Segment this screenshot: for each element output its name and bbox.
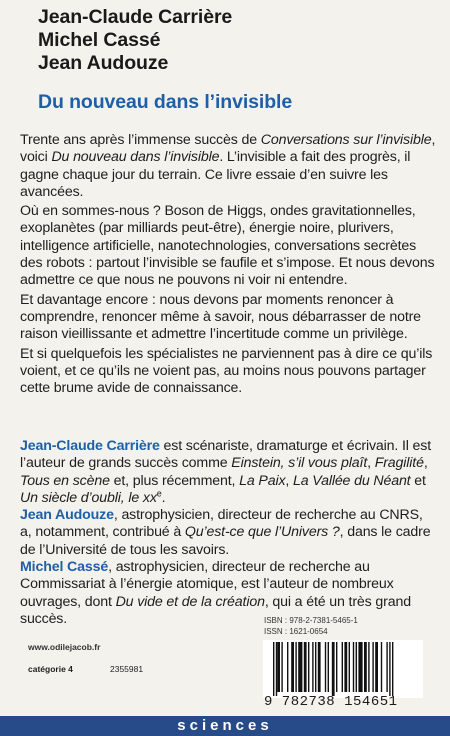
isbn-line: ISBN : 978-2-7381-5465-1: [264, 616, 358, 625]
barcode-bar: [332, 642, 335, 696]
barcode-bar: [336, 642, 337, 692]
barcode-bar: [281, 642, 282, 692]
barcode-bar: [344, 642, 347, 692]
italic-text: Einstein, s’il vous plaît: [231, 455, 368, 472]
text-run: Trente ans après l’immense succès de: [20, 132, 261, 148]
category-label: catégorie 4: [28, 664, 73, 674]
text-run: Et si quelquefois les spécialistes ne parviennent pas à dire ce qu’ils voient, et ce qu’ils ne voient pas, au moins nous pouvons partager cette brume avide de connaissance.: [20, 345, 433, 397]
italic-text: Conversations sur l’invisible: [260, 132, 432, 148]
text-run: , qui a été un très grand succès.: [20, 593, 411, 627]
text-run: et: [410, 472, 426, 489]
text-run: Où en sommes-nous ? Boson de Higgs, ondes gravitationnelles, exoplanètes (par milliards peut-être), énergie noire, plurivers, intelligence artificielle, nanotechnologies, conversations secrètes des robots : partout l’invisible se faufile et s’impose. Et nous devons admettre ce que nous ne pouvons ni voir ni entendre.: [20, 203, 435, 289]
text-run: et, plus récemment,: [109, 472, 240, 489]
bio-author-name: Jean Audouze: [20, 507, 114, 524]
author-name: Jean Audouze: [38, 52, 169, 74]
italic-text: Tous en scène: [20, 472, 110, 489]
issn-line: ISSN : 1621-0654: [264, 627, 328, 636]
bio-paragraph: [20, 438, 438, 507]
italic-text: e: [156, 488, 162, 499]
author-list: [38, 6, 438, 75]
text-run: ,: [367, 455, 375, 472]
barcode-bar: [298, 642, 302, 692]
italic-text: La Vallée du Néant: [293, 472, 411, 489]
barcode-bar: [389, 642, 390, 696]
barcode-bar: [308, 642, 309, 692]
barcode-bar: [372, 642, 373, 692]
italic-text: Du vide et de la création: [115, 593, 265, 610]
text-run: ,: [285, 472, 294, 489]
barcode-bar: [358, 642, 362, 692]
italic-text: Qu’est-ce que l’Univers ?: [184, 524, 340, 541]
barcode-bar: [287, 642, 288, 692]
collection-label: sciences: [177, 717, 273, 734]
barcode-bar: [349, 642, 350, 692]
bio-author-name: Jean-Claude Carrière: [20, 438, 160, 454]
text-run: . L’invisible a fait des progrès, il gagne chaque jour du terrain. Ce livre essaie d’en suivre les avancées.: [20, 149, 411, 200]
text-run: , astrophysicien, directeur de recherche au CNRS, a, notamment, contribué à: [20, 507, 423, 541]
book-title: Du nouveau dans l’invisible: [38, 91, 293, 113]
barcode-bar: [304, 642, 307, 692]
text-run: , astrophysicien, directeur de recherche au Commissariat à l’énergie atomique, est l’auteur de nombreux ouvrages, dont: [20, 559, 394, 610]
paragraph: [20, 132, 438, 201]
isbn-block: [264, 615, 414, 637]
barcode-digits: 9 782738 154651: [264, 694, 398, 710]
text-run: ,: [423, 455, 428, 472]
barcode: [263, 640, 423, 698]
author-bios: [20, 438, 438, 628]
barcode-bar: [277, 642, 280, 692]
italic-text: Fragilité: [374, 455, 424, 472]
barcode-bar: [364, 642, 367, 692]
bio-paragraph: [20, 507, 438, 559]
text-run: est scénariste, dramaturge et écrivain. Il est l’auteur de grands succès comme: [20, 438, 432, 472]
barcode-bar: [342, 642, 343, 692]
barcode-bar: [291, 642, 294, 692]
barcode-bar: [353, 642, 354, 692]
barcode-bar: [318, 642, 321, 692]
barcode-bar: [392, 642, 393, 696]
paragraph: [20, 292, 438, 344]
barcode-bar: [356, 642, 357, 692]
barcode-bar: [312, 642, 313, 692]
author-name: Jean-Claude Carrière: [38, 6, 233, 28]
publisher-website: www.odilejacob.fr: [28, 642, 101, 652]
italic-text: Du nouveau dans l’invisible: [51, 149, 220, 166]
barcode-bar: [386, 642, 387, 692]
barcode-bar: [368, 642, 369, 692]
author-name: Michel Cassé: [38, 29, 161, 51]
blurb: [20, 132, 438, 399]
barcode-bar: [276, 642, 277, 696]
paragraph: [20, 346, 438, 398]
barcode-bar: [273, 642, 274, 696]
paragraph: [20, 203, 438, 289]
barcode-bar: [295, 642, 296, 692]
italic-text: Un siècle d’oubli, le xx: [20, 489, 157, 506]
text-run: , dans le cadre de l’Université de tous les savoirs.: [20, 524, 431, 558]
barcode-bar: [315, 642, 316, 692]
product-code: 2355981: [110, 664, 144, 674]
barcode-bar: [328, 642, 329, 692]
bio-author-name: Michel Cassé: [20, 559, 109, 576]
barcode-bar: [325, 642, 326, 692]
italic-text: La Paix: [239, 472, 286, 489]
barcode-bar: [381, 642, 382, 692]
text-run: Et davantage encore : nous devons par moments renoncer à comprendre, renoncer même à savoir, nous débarrasser de notre raison vieillissante et admettre l’incertitude comme un privilège.: [20, 291, 421, 343]
text-run: , voici: [20, 132, 436, 166]
collection-band: [0, 716, 450, 736]
text-run: .: [161, 489, 166, 506]
barcode-bar: [375, 642, 378, 692]
